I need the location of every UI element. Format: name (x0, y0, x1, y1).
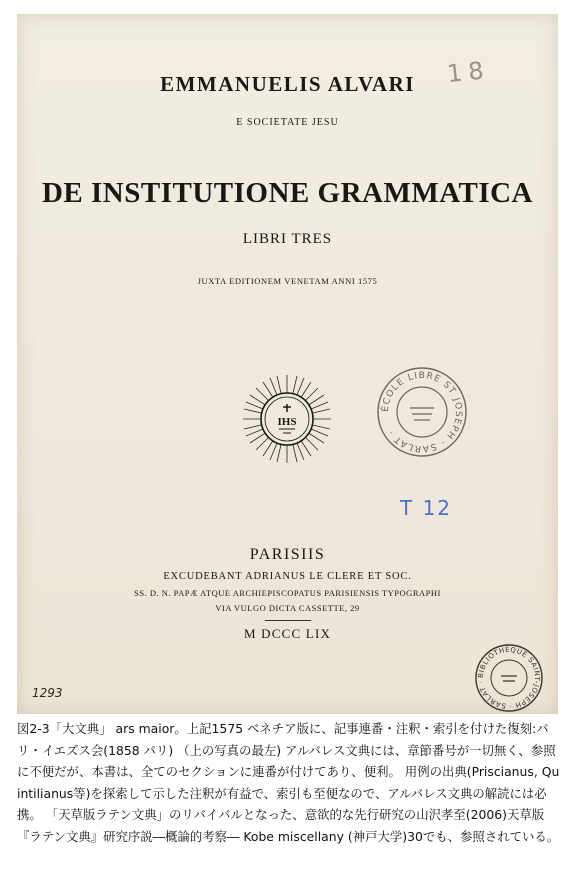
imprint-city: PARISIIS (249, 546, 326, 563)
stamp-ring-text: ÉCOLE LIBRE ST JOSEPH · SARLAT · (380, 370, 464, 454)
handwritten-number-bottom: 1293 (32, 686, 63, 700)
small-stamp-ring-text: BIBLIOTHÈQUE SAINT-JOSEPH · SARLAT · (476, 645, 542, 711)
imprint-printer-title: SS. D. N. PAPÆ ATQUE ARCHIEPISCOPATUS PARISIENSIS TYPOGRAPHI (134, 588, 441, 598)
blue-shelf-mark: T 12 (400, 496, 453, 520)
book-title: DE INSTITUTIONE GRAMMATICA (41, 177, 534, 209)
handwritten-number-top: 18 (445, 55, 491, 89)
society-line: E SOCIETATE JESU (236, 117, 339, 128)
bleed-through-text (88, 144, 506, 177)
svg-text:ÉCOLE LIBRE ST JOSEPH · SARLAT (379, 371, 463, 453)
small-library-stamp-icon (473, 642, 545, 714)
figure-caption: 図2-3「大文典」 ars maior。上記1575 ベネチア版に、記事連番・注釈・索引を付けた復刻:パリ・イエズス会(1858 パリ) （上の写真の最左) アルバレス文典には、章節番号が一切無く、参照に不便だが、本書は、全てのセクションに連番が付けてあり、便利。 用例の出典(Priscianus, Quintilianus等)を探索して示した注釈が有益で、索引も至便なので、アルバレス文典の解読には必携。 「天草版ラテン文典」のリバイバルとなった、意欲的な先行研究の山沢孝至(2006)天草版『ラテン文典』研究序説―概論的考察― Kobe miscellany (神戸大学)30でも、参照されている。 (17, 721, 560, 844)
imprint-address: VIA VULGO DICTA CASSETTE, 29 (215, 603, 360, 613)
imprint-divider (265, 620, 311, 621)
library-stamp-icon (374, 364, 470, 460)
books-line: LIBRI TRES (242, 231, 333, 247)
edition-line: JUXTA EDITIONEM VENETAM ANNI 1575 (197, 276, 378, 286)
title-page-scan (17, 14, 558, 714)
imprint-printer: EXCUDEBANT ADRIANUS LE CLERE ET SOC. (163, 571, 412, 582)
author-line: EMMANUELIS ALVARI (160, 72, 415, 96)
ihs-emblem-icon (239, 371, 335, 467)
imprint-date: M DCCC LIX (243, 626, 332, 641)
emblem-text: IHS (277, 416, 297, 428)
